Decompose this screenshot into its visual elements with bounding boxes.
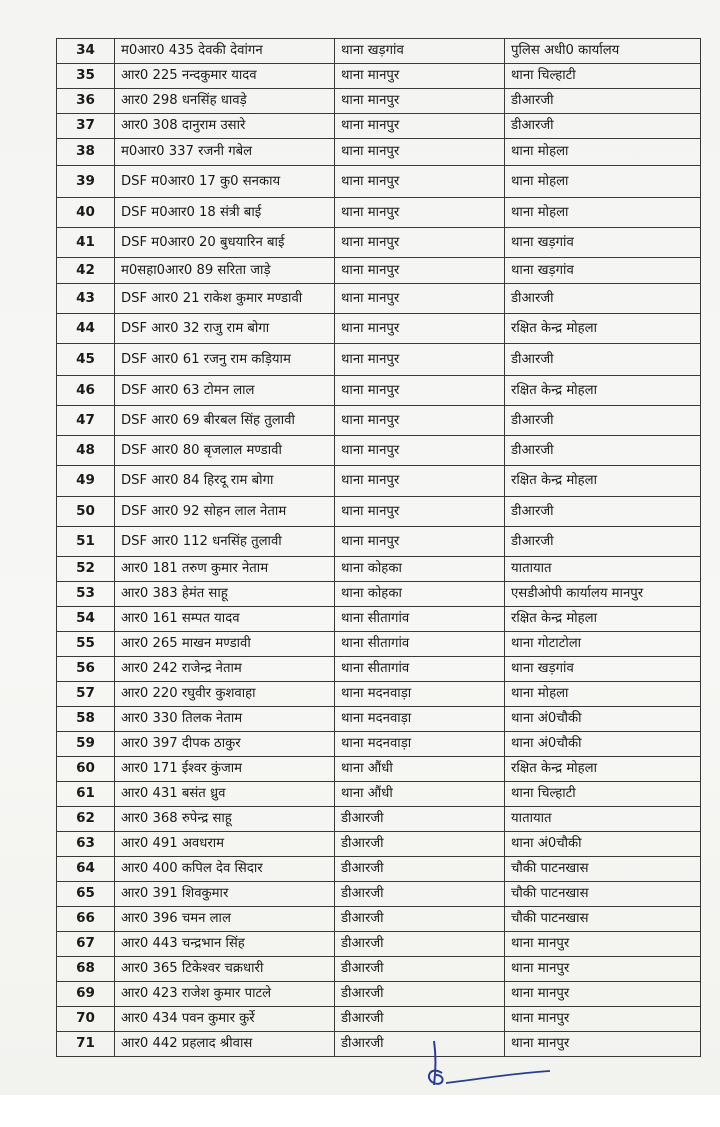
serial-number-cell: 35 — [57, 64, 115, 89]
new-posting-cell: थाना मानपुर — [505, 982, 701, 1007]
table-row — [57, 166, 701, 198]
serial-number-cell: 60 — [57, 757, 115, 782]
current-posting-cell: डीआरजी — [335, 807, 505, 832]
current-posting-cell: डीआरजी — [335, 857, 505, 882]
employee-name-cell: आर0 161 सम्पत यादव — [115, 607, 335, 632]
employee-name-cell: आर0 443 चन्द्रभान सिंह — [115, 932, 335, 957]
new-posting-cell: एसडीओपी कार्यालय मानपुर — [505, 582, 701, 607]
table-row — [57, 527, 701, 557]
current-posting-cell: डीआरजी — [335, 832, 505, 857]
new-posting-cell: डीआरजी — [505, 497, 701, 527]
new-posting-cell: रक्षित केन्द्र मोहला — [505, 466, 701, 497]
new-posting-cell: रक्षित केन्द्र मोहला — [505, 376, 701, 406]
new-posting-cell: रक्षित केन्द्र मोहला — [505, 314, 701, 344]
serial-number-cell: 52 — [57, 557, 115, 582]
employee-name-cell: आर0 400 कपिल देव सिदार — [115, 857, 335, 882]
serial-number-cell: 59 — [57, 732, 115, 757]
new-posting-cell: डीआरजी — [505, 344, 701, 376]
new-posting-cell: पुलिस अधी0 कार्यालय — [505, 39, 701, 64]
table-row — [57, 497, 701, 527]
new-posting-cell: थाना खड़गांव — [505, 258, 701, 284]
new-posting-cell: थाना मानपुर — [505, 1032, 701, 1057]
current-posting-cell: थाना मानपुर — [335, 89, 505, 114]
transfer-list-table — [56, 38, 701, 1057]
current-posting-cell: थाना औंधी — [335, 782, 505, 807]
serial-number-cell: 36 — [57, 89, 115, 114]
employee-name-cell: आर0 171 ईश्वर कुंजाम — [115, 757, 335, 782]
new-posting-cell: थाना मोहला — [505, 682, 701, 707]
serial-number-cell: 37 — [57, 114, 115, 139]
serial-number-cell: 45 — [57, 344, 115, 376]
table-row — [57, 857, 701, 882]
current-posting-cell: डीआरजी — [335, 907, 505, 932]
current-posting-cell: थाना मदनवाड़ा — [335, 732, 505, 757]
new-posting-cell: थाना अं0चौकी — [505, 707, 701, 732]
table-row — [57, 582, 701, 607]
new-posting-cell: थाना गोटाटोला — [505, 632, 701, 657]
employee-name-cell: DSF आर0 112 धनसिंह तुलावी — [115, 527, 335, 557]
current-posting-cell: थाना मानपुर — [335, 466, 505, 497]
employee-name-cell: DSF आर0 61 रजनु राम कड़ियाम — [115, 344, 335, 376]
current-posting-cell: डीआरजी — [335, 1032, 505, 1057]
current-posting-cell: थाना मानपुर — [335, 527, 505, 557]
current-posting-cell: थाना मानपुर — [335, 64, 505, 89]
table-row — [57, 707, 701, 732]
current-posting-cell: थाना सीतागांव — [335, 607, 505, 632]
current-posting-cell: थाना मानपुर — [335, 406, 505, 436]
employee-name-cell: DSF आर0 32 राजु राम बोगा — [115, 314, 335, 344]
current-posting-cell: डीआरजी — [335, 982, 505, 1007]
employee-name-cell: आर0 442 प्रहलाद श्रीवास — [115, 1032, 335, 1057]
serial-number-cell: 43 — [57, 284, 115, 314]
employee-name-cell: आर0 396 चमन लाल — [115, 907, 335, 932]
employee-name-cell: आर0 308 दानुराम उसारे — [115, 114, 335, 139]
serial-number-cell: 34 — [57, 39, 115, 64]
table-row — [57, 406, 701, 436]
new-posting-cell: चौकी पाटनखास — [505, 857, 701, 882]
table-row — [57, 314, 701, 344]
current-posting-cell: थाना सीतागांव — [335, 657, 505, 682]
table-row — [57, 1032, 701, 1057]
serial-number-cell: 48 — [57, 436, 115, 466]
employee-name-cell: DSF आर0 80 बृजलाल मण्डावी — [115, 436, 335, 466]
table-row — [57, 882, 701, 907]
serial-number-cell: 42 — [57, 258, 115, 284]
new-posting-cell: थाना चिल्हाटी — [505, 64, 701, 89]
serial-number-cell: 71 — [57, 1032, 115, 1057]
table-body — [57, 39, 701, 1057]
table-row — [57, 89, 701, 114]
new-posting-cell: थाना खड़गांव — [505, 657, 701, 682]
employee-name-cell: आर0 431 बसंत ध्रुव — [115, 782, 335, 807]
employee-name-cell: आर0 368 रुपेन्द्र साहू — [115, 807, 335, 832]
current-posting-cell: थाना मानपुर — [335, 198, 505, 228]
table-row — [57, 807, 701, 832]
new-posting-cell: रक्षित केन्द्र मोहला — [505, 607, 701, 632]
new-posting-cell: डीआरजी — [505, 114, 701, 139]
handwritten-signature — [420, 1035, 560, 1095]
current-posting-cell: थाना मदनवाड़ा — [335, 682, 505, 707]
serial-number-cell: 38 — [57, 139, 115, 166]
new-posting-cell: डीआरजी — [505, 436, 701, 466]
employee-name-cell: आर0 383 हेमंत साहू — [115, 582, 335, 607]
serial-number-cell: 64 — [57, 857, 115, 882]
employee-name-cell: आर0 330 तिलक नेताम — [115, 707, 335, 732]
employee-name-cell: आर0 434 पवन कुमार कुर्रे — [115, 1007, 335, 1032]
table-row — [57, 682, 701, 707]
employee-name-cell: DSF म0आर0 18 संत्री बाई — [115, 198, 335, 228]
new-posting-cell: डीआरजी — [505, 89, 701, 114]
serial-number-cell: 49 — [57, 466, 115, 497]
table-row — [57, 466, 701, 497]
employee-name-cell: म0सहा0आर0 89 सरिता जाड़े — [115, 258, 335, 284]
employee-name-cell: आर0 365 टिकेश्वर चक्रधारी — [115, 957, 335, 982]
table-row — [57, 557, 701, 582]
new-posting-cell: चौकी पाटनखास — [505, 882, 701, 907]
employee-name-cell: DSF आर0 21 राकेश कुमार मण्डावी — [115, 284, 335, 314]
table-row — [57, 64, 701, 89]
new-posting-cell: थाना मानपुर — [505, 932, 701, 957]
table-row — [57, 782, 701, 807]
current-posting-cell: थाना मानपुर — [335, 258, 505, 284]
new-posting-cell: यातायात — [505, 557, 701, 582]
table-row — [57, 607, 701, 632]
serial-number-cell: 65 — [57, 882, 115, 907]
table-row — [57, 198, 701, 228]
employee-name-cell: आर0 397 दीपक ठाकुर — [115, 732, 335, 757]
table-row — [57, 757, 701, 782]
new-posting-cell: थाना मानपुर — [505, 1007, 701, 1032]
serial-number-cell: 47 — [57, 406, 115, 436]
employee-name-cell: DSF म0आर0 17 कु0 सनकाय — [115, 166, 335, 198]
current-posting-cell: डीआरजी — [335, 882, 505, 907]
current-posting-cell: थाना मानपुर — [335, 376, 505, 406]
table-row — [57, 376, 701, 406]
table-row — [57, 1007, 701, 1032]
employee-name-cell: आर0 265 माखन मण्डावी — [115, 632, 335, 657]
serial-number-cell: 53 — [57, 582, 115, 607]
serial-number-cell: 44 — [57, 314, 115, 344]
serial-number-cell: 70 — [57, 1007, 115, 1032]
table-row — [57, 732, 701, 757]
serial-number-cell: 54 — [57, 607, 115, 632]
serial-number-cell: 67 — [57, 932, 115, 957]
serial-number-cell: 68 — [57, 957, 115, 982]
employee-name-cell: आर0 423 राजेश कुमार पाटले — [115, 982, 335, 1007]
table-row — [57, 39, 701, 64]
new-posting-cell: थाना मानपुर — [505, 957, 701, 982]
serial-number-cell: 58 — [57, 707, 115, 732]
table-row — [57, 932, 701, 957]
employee-name-cell: DSF म0आर0 20 बुधयारिन बाई — [115, 228, 335, 258]
current-posting-cell: थाना खड़गांव — [335, 39, 505, 64]
serial-number-cell: 39 — [57, 166, 115, 198]
table-row — [57, 957, 701, 982]
employee-name-cell: आर0 181 तरुण कुमार नेताम — [115, 557, 335, 582]
serial-number-cell: 41 — [57, 228, 115, 258]
current-posting-cell: डीआरजी — [335, 932, 505, 957]
table-row — [57, 258, 701, 284]
new-posting-cell: थाना खड़गांव — [505, 228, 701, 258]
table-row — [57, 982, 701, 1007]
employee-name-cell: आर0 225 नन्दकुमार यादव — [115, 64, 335, 89]
employee-name-cell: आर0 491 अवधराम — [115, 832, 335, 857]
new-posting-cell: यातायात — [505, 807, 701, 832]
new-posting-cell: थाना मोहला — [505, 166, 701, 198]
current-posting-cell: थाना मानपुर — [335, 284, 505, 314]
new-posting-cell: थाना अं0चौकी — [505, 832, 701, 857]
table-row — [57, 436, 701, 466]
new-posting-cell: थाना मोहला — [505, 198, 701, 228]
table-row — [57, 832, 701, 857]
serial-number-cell: 61 — [57, 782, 115, 807]
employee-name-cell: आर0 242 राजेन्द्र नेताम — [115, 657, 335, 682]
employee-name-cell: DSF आर0 63 टोमन लाल — [115, 376, 335, 406]
current-posting-cell: थाना मानपुर — [335, 139, 505, 166]
new-posting-cell: डीआरजी — [505, 284, 701, 314]
current-posting-cell: डीआरजी — [335, 1007, 505, 1032]
new-posting-cell: डीआरजी — [505, 406, 701, 436]
current-posting-cell: थाना मानपुर — [335, 497, 505, 527]
table-row — [57, 139, 701, 166]
current-posting-cell: थाना औंधी — [335, 757, 505, 782]
current-posting-cell: डीआरजी — [335, 957, 505, 982]
table-row — [57, 114, 701, 139]
serial-number-cell: 62 — [57, 807, 115, 832]
new-posting-cell: रक्षित केन्द्र मोहला — [505, 757, 701, 782]
current-posting-cell: थाना मानपुर — [335, 344, 505, 376]
current-posting-cell: थाना कोहका — [335, 557, 505, 582]
employee-name-cell: म0आर0 337 रजनी गबेल — [115, 139, 335, 166]
employee-name-cell: DSF आर0 92 सोहन लाल नेताम — [115, 497, 335, 527]
table-row — [57, 228, 701, 258]
serial-number-cell: 69 — [57, 982, 115, 1007]
employee-name-cell: आर0 298 धनसिंह धावड़े — [115, 89, 335, 114]
employee-name-cell: म0आर0 435 देवकी देवांगन — [115, 39, 335, 64]
current-posting-cell: थाना मदनवाड़ा — [335, 707, 505, 732]
serial-number-cell: 55 — [57, 632, 115, 657]
serial-number-cell: 66 — [57, 907, 115, 932]
table-row — [57, 284, 701, 314]
serial-number-cell: 40 — [57, 198, 115, 228]
table-row — [57, 907, 701, 932]
new-posting-cell: थाना चिल्हाटी — [505, 782, 701, 807]
current-posting-cell: थाना मानपुर — [335, 436, 505, 466]
serial-number-cell: 57 — [57, 682, 115, 707]
current-posting-cell: थाना कोहका — [335, 582, 505, 607]
new-posting-cell: डीआरजी — [505, 527, 701, 557]
current-posting-cell: थाना मानपुर — [335, 228, 505, 258]
current-posting-cell: थाना मानपुर — [335, 314, 505, 344]
table-row — [57, 657, 701, 682]
serial-number-cell: 56 — [57, 657, 115, 682]
current-posting-cell: थाना सीतागांव — [335, 632, 505, 657]
current-posting-cell: थाना मानपुर — [335, 114, 505, 139]
serial-number-cell: 51 — [57, 527, 115, 557]
new-posting-cell: चौकी पाटनखास — [505, 907, 701, 932]
employee-name-cell: DSF आर0 84 हिरदू राम बोगा — [115, 466, 335, 497]
employee-name-cell: आर0 391 शिवकुमार — [115, 882, 335, 907]
employee-name-cell: DSF आर0 69 बीरबल सिंह तुलावी — [115, 406, 335, 436]
current-posting-cell: थाना मानपुर — [335, 166, 505, 198]
serial-number-cell: 63 — [57, 832, 115, 857]
table-row — [57, 632, 701, 657]
employee-name-cell: आर0 220 रघुवीर कुशवाहा — [115, 682, 335, 707]
table-row — [57, 344, 701, 376]
serial-number-cell: 50 — [57, 497, 115, 527]
new-posting-cell: थाना मोहला — [505, 139, 701, 166]
serial-number-cell: 46 — [57, 376, 115, 406]
new-posting-cell: थाना अं0चौकी — [505, 732, 701, 757]
